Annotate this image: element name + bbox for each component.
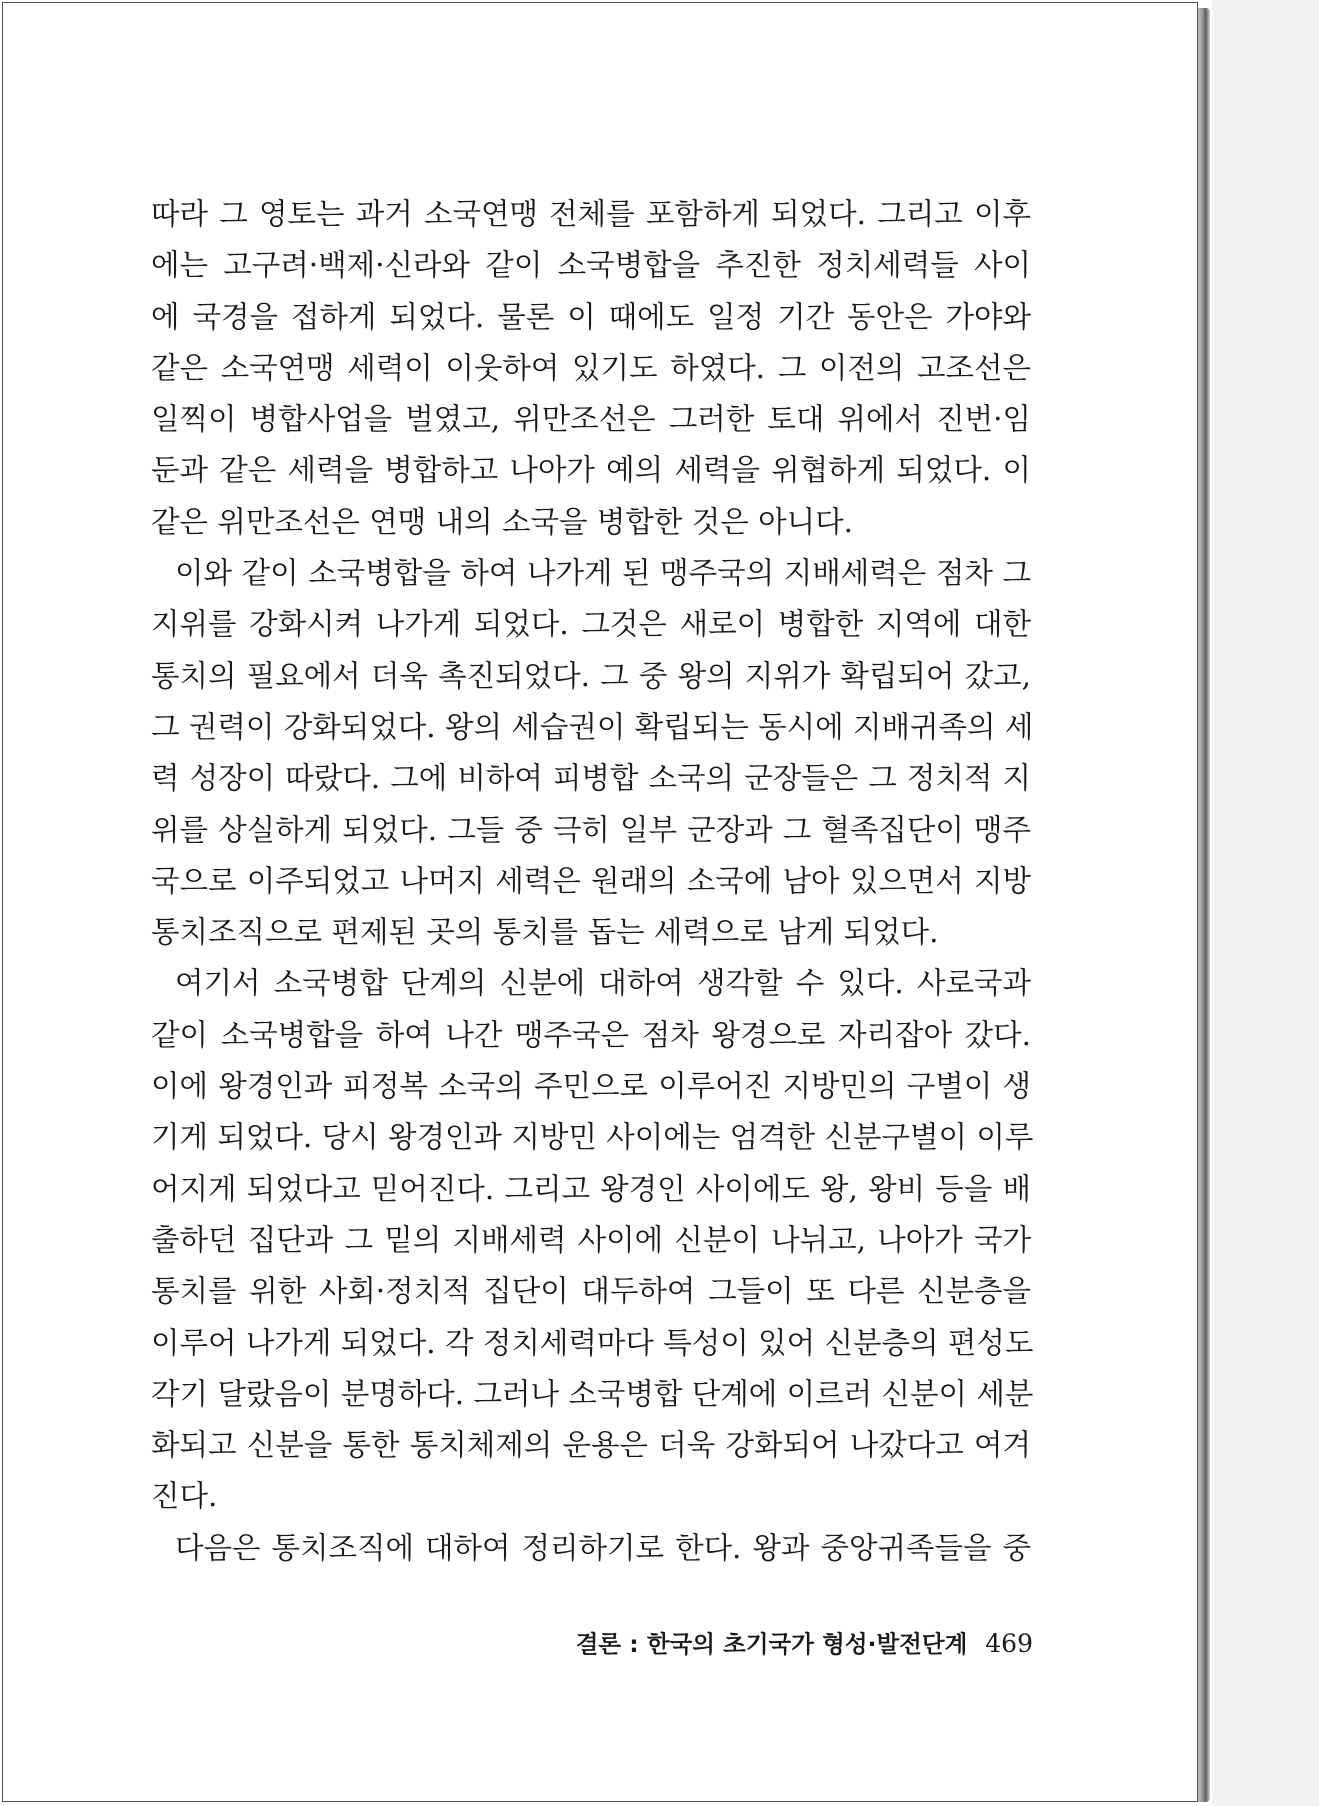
text-line: 통치의 필요에서 더욱 촉진되었다. 그 중 왕의 지위가 확립되어 갔고, [151,658,1031,693]
text-line: 위를 상실하게 되었다. 그들 중 극히 일부 군장과 그 혈족집단이 맹주 [151,812,1031,847]
text-line: 통치를 위한 사회·정치적 집단이 대두하여 그들이 또 다른 신분층을 [151,1274,1031,1309]
text-line: 일찍이 병합사업을 벌였고, 위만조선은 그러한 토대 위에서 진번·임 [151,402,1031,437]
text-line: 출하던 집단과 그 밑의 지배세력 사이에 신분이 나뉘고, 나아가 국가 [151,1222,1031,1257]
text-line: 같이 소국병합을 하여 나간 맹주국은 점차 왕경으로 자리잡아 갔다. [151,1017,1031,1052]
text-line: 력 성장이 따랐다. 그에 비하여 피병합 소국의 군장들은 그 정치적 지 [151,761,1031,796]
page-stack-edge [1196,8,1210,1802]
text-line: 여기서 소국병합 단계의 신분에 대하여 생각할 수 있다. 사로국과 [175,966,1031,1001]
text-line: 지위를 강화시켜 나가게 되었다. 그것은 새로이 병합한 지역에 대한 [151,607,1031,642]
text-line: 에는 고구려·백제·신라와 같이 소국병합을 추진한 정치세력들 사이 [151,248,1031,283]
text-line: 따라 그 영토는 과거 소국연맹 전체를 포함하게 되었다. 그리고 이후 [151,197,1031,231]
text-line: 각기 달랐음이 분명하다. 그러나 소국병합 단계에 이르러 신분이 세분 [151,1376,1034,1411]
text-line: 화되고 신분을 통한 통치체제의 운용은 더욱 강화되어 나갔다고 여겨 [151,1428,1031,1463]
text-line: 같은 소국연맹 세력이 이웃하여 있기도 하였다. 그 이전의 고조선은 [151,350,1031,385]
body-text [151,189,1034,1574]
text-line: 에 국경을 접하게 되었다. 물론 이 때에도 일정 기간 동안은 가야와 [151,299,1031,334]
text-line: 다음은 통치조직에 대하여 정리하기로 한다. 왕과 중앙귀족들을 중 [175,1530,1031,1565]
page-number: 469 [985,1629,1033,1658]
text-line: 이와 같이 소국병합을 하여 나가게 된 맹주국의 지배세력은 점차 그 [175,556,1031,591]
text-line: 이루어 나가게 되었다. 각 정치세력마다 특성이 있어 신분층의 편성도 [151,1325,1034,1360]
text-line: 국으로 이주되었고 나머지 세력은 원래의 소국에 남아 있으면서 지방 [151,863,1031,898]
viewer-background [1212,0,1319,1806]
text-line: 기게 되었다. 당시 왕경인과 지방민 사이에는 엄격한 신분구별이 이루 [151,1120,1034,1155]
text-line: 통치조직으로 편제된 곳의 통치를 돕는 세력으로 남게 되었다. [151,915,939,950]
text-line: 어지게 되었다고 믿어진다. 그리고 왕경인 사이에도 왕, 왕비 등을 배 [151,1171,1031,1206]
text-line: 같은 위만조선은 연맹 내의 소국을 병합한 것은 아니다. [151,504,853,539]
book-page [2,2,1198,1802]
text-line: 둔과 같은 세력을 병합하고 나아가 예의 세력을 위협하게 되었다. 이 [151,453,1031,488]
text-line: 그 권력이 강화되었다. 왕의 세습권이 확립되는 동시에 지배귀족의 세 [151,709,1034,744]
text-line: 이에 왕경인과 피정복 소국의 주민으로 이루어진 지방민의 구별이 생 [151,1069,1031,1104]
running-title: 결론 : 한국의 초기국가 형성·발전단계 [575,1630,968,1658]
running-footer [563,1625,1033,1659]
text-line: 진다. [151,1479,218,1514]
